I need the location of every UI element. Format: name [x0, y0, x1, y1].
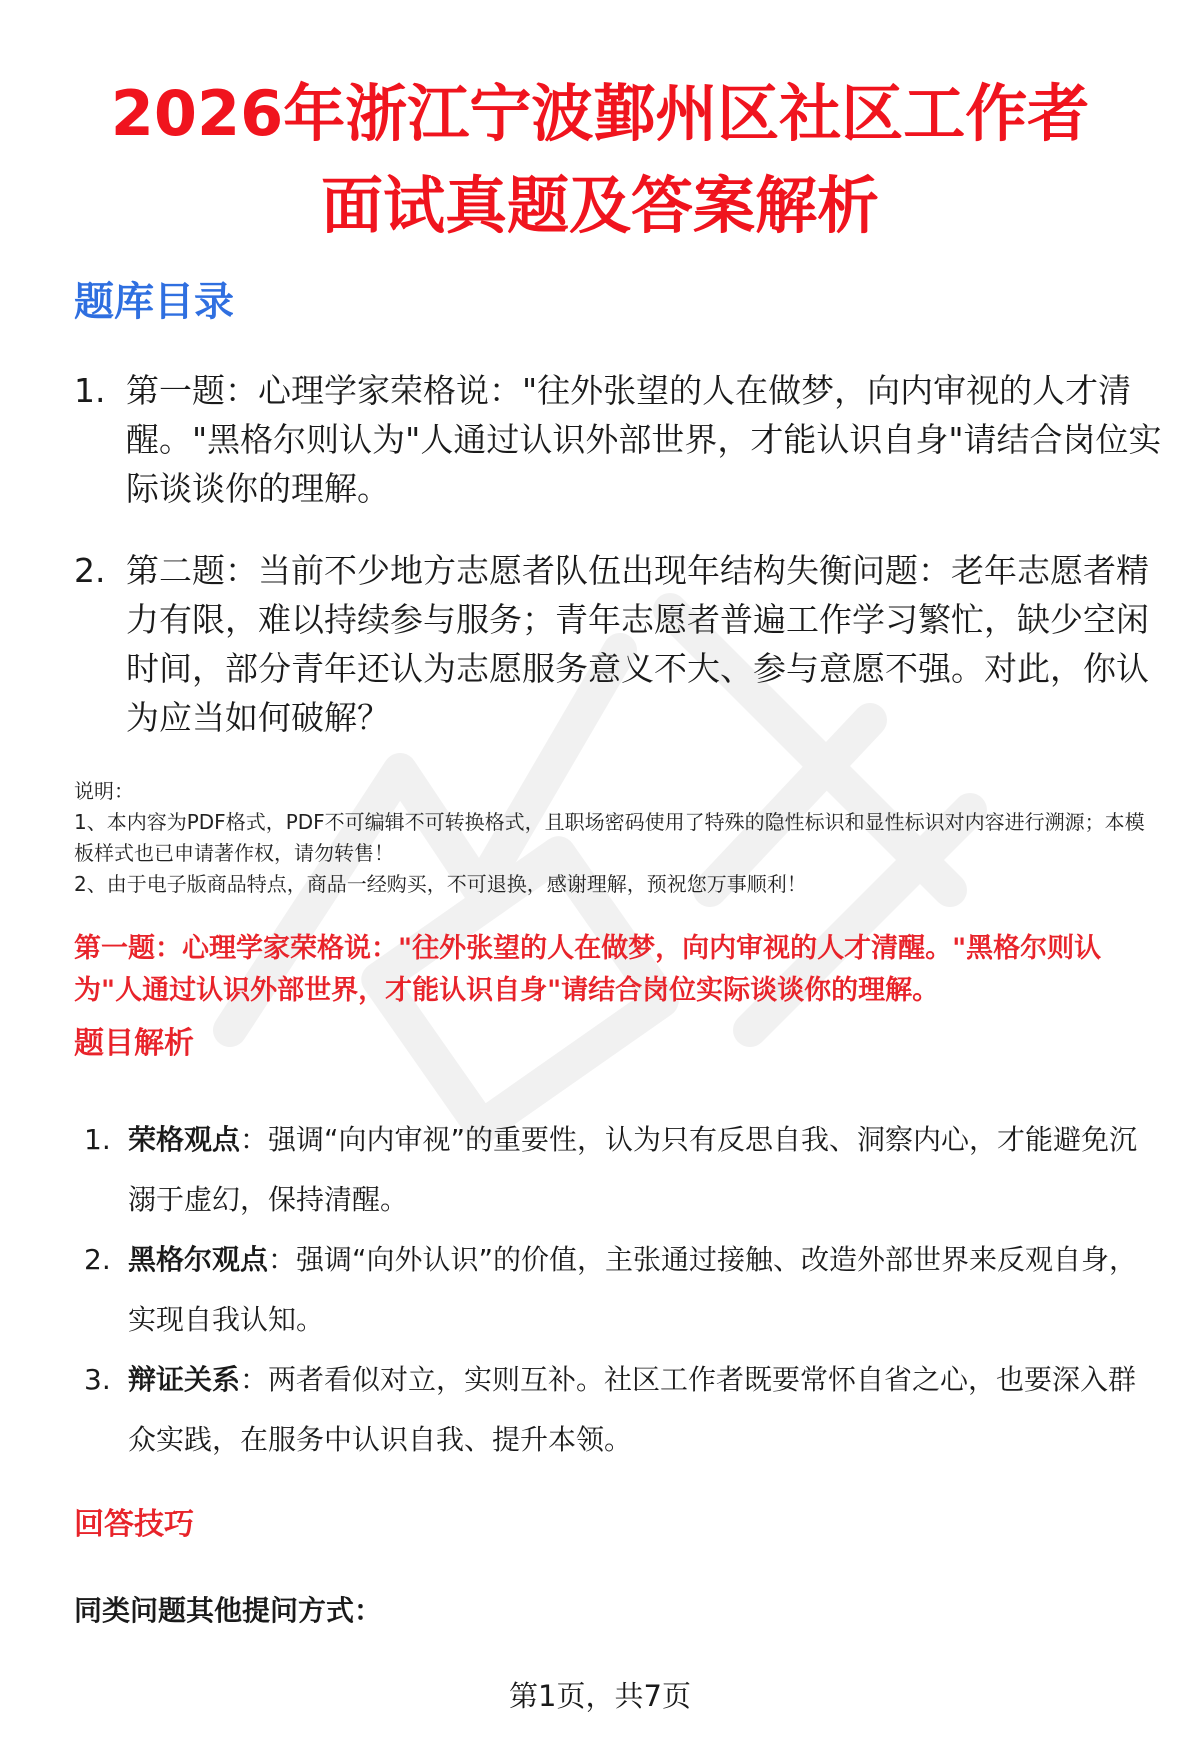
- analysis-item-text: ：两者看似对立，实则互补。社区工作者既要常怀自省之心，也要深入群众实践，在服务中认识自我、提升本领。: [128, 1363, 1137, 1456]
- notes-title: 说明：: [74, 779, 134, 803]
- notes-block: [74, 776, 1164, 900]
- document-title: [0, 68, 1200, 252]
- toc-item-number: 1.: [74, 371, 106, 410]
- toc-item[interactable]: [74, 546, 1164, 742]
- analysis-item-number: 3.: [84, 1363, 111, 1396]
- analysis-item-term: 黑格尔观点: [128, 1243, 269, 1276]
- analysis-item-term: 辩证关系: [128, 1363, 241, 1396]
- analysis-list: [84, 1110, 1154, 1470]
- document-title-line1: 2026年浙江宁波鄞州区社区工作者: [110, 77, 1090, 150]
- question-heading: 第一题：心理学家荣格说："往外张望的人在做梦，向内审视的人才清醒。"黑格尔则认为"人通过认识外部世界，才能认识自身"请结合岗位实际谈谈你的理解。: [74, 933, 1102, 1006]
- analysis-item: [84, 1110, 1154, 1230]
- document-title-line2: 面试真题及答案解析: [320, 169, 879, 242]
- toc-item[interactable]: [74, 366, 1164, 513]
- toc-item-number: 2.: [74, 551, 106, 590]
- tips-heading: 回答技巧: [74, 1507, 194, 1542]
- other-questions-heading: 同类问题其他提问方式：: [74, 1594, 383, 1627]
- analysis-item: [84, 1350, 1154, 1470]
- analysis-item: [84, 1230, 1154, 1350]
- analysis-item-number: 2.: [84, 1243, 111, 1276]
- notes-item: 2、由于电子版商品特点，商品一经购买，不可退换，感谢理解，预祝您万事顺利！: [74, 872, 807, 896]
- analysis-item-text: ：强调“向外认识”的价值，主张通过接触、改造外部世界来反观自身，实现自我认知。: [128, 1243, 1138, 1336]
- analysis-item-term: 荣格观点: [128, 1123, 241, 1156]
- analysis-item-text: ：强调“向内审视”的重要性，认为只有反思自我、洞察内心，才能避免沉溺于虚幻，保持清醒。: [128, 1123, 1138, 1216]
- toc-heading: 题库目录: [74, 279, 234, 325]
- page-number: 第1页，共7页: [509, 1679, 691, 1713]
- toc-item-text: 第二题：当前不少地方志愿者队伍出现年结构失衡问题：老年志愿者精力有限，难以持续参与服务；青年志愿者普遍工作学习繁忙，缺少空闲时间，部分青年还认为志愿服务意义不大、参与意愿不强。对此，你认为应当如何破解？: [126, 551, 1149, 737]
- toc-list: [74, 366, 1164, 742]
- analysis-heading: 题目解析: [74, 1026, 194, 1061]
- toc-item-text: 第一题：心理学家荣格说："往外张望的人在做梦，向内审视的人才清醒。"黑格尔则认为"人通过认识外部世界，才能认识自身"请结合岗位实际谈谈你的理解。: [126, 371, 1162, 508]
- notes-item: 1、本内容为PDF格式，PDF不可编辑不可转换格式，且职场密码使用了特殊的隐性标识和显性标识对内容进行溯源；本模板样式也已申请著作权，请勿转售！: [74, 810, 1145, 865]
- analysis-item-number: 1.: [84, 1123, 111, 1156]
